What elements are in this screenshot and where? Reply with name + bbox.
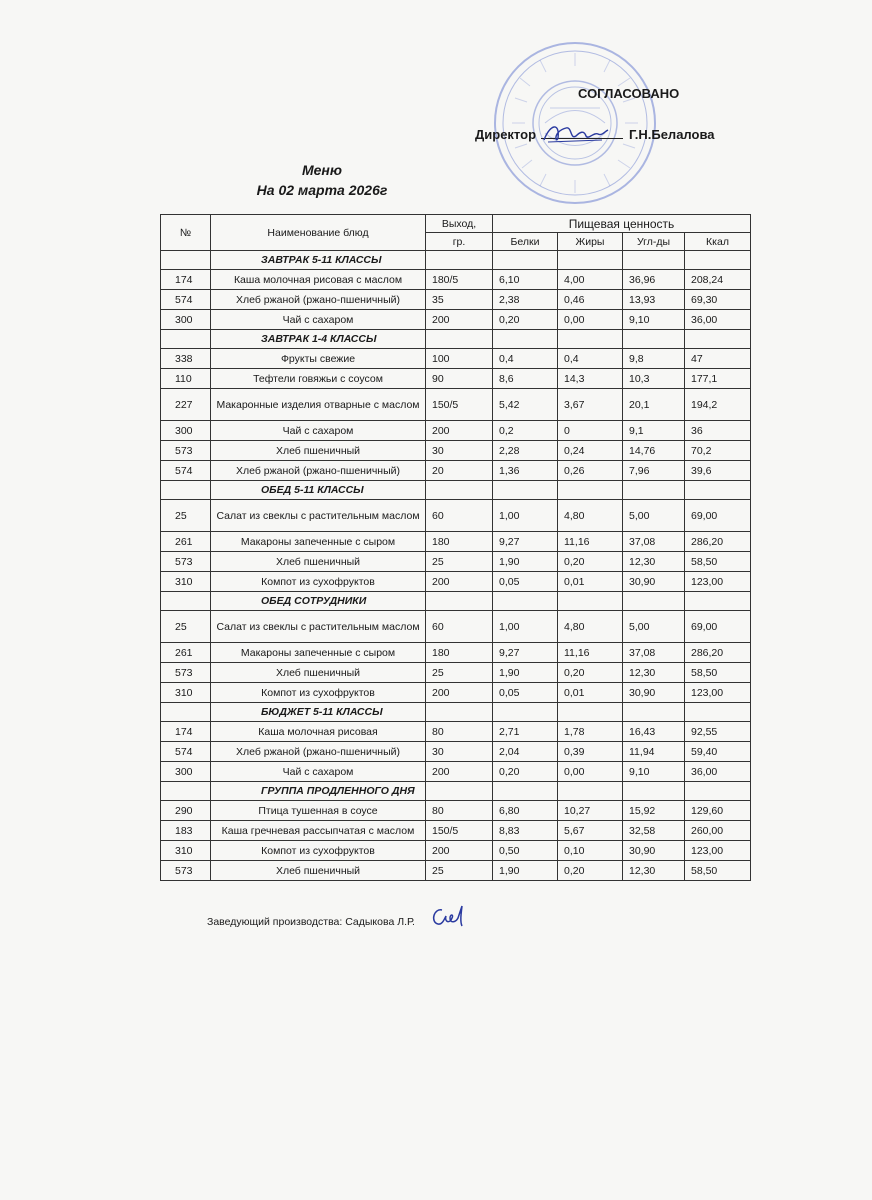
dish-kcal: 39,6 xyxy=(685,461,751,481)
dish-fat: 1,78 xyxy=(558,722,623,742)
dish-row xyxy=(161,500,751,532)
dish-kcal: 70,2 xyxy=(685,441,751,461)
header-carbs: Угл-ды xyxy=(623,233,685,251)
dish-name: Тефтели говяжьи с соусом xyxy=(211,369,426,389)
dish-kcal: 69,30 xyxy=(685,290,751,310)
dish-carbs: 36,96 xyxy=(623,270,685,290)
section-empty-cell xyxy=(558,251,623,270)
dish-fat: 4,00 xyxy=(558,270,623,290)
dish-number: 290 xyxy=(161,801,211,821)
dish-protein: 9,27 xyxy=(493,643,558,663)
header-protein: Белки xyxy=(493,233,558,251)
section-empty-cell xyxy=(558,782,623,801)
header-nutrition: Пищевая ценность xyxy=(493,215,751,233)
dish-output: 200 xyxy=(426,683,493,703)
section-empty-cell xyxy=(685,330,751,349)
dish-kcal: 129,60 xyxy=(685,801,751,821)
dish-name: Хлеб ржаной (ржано-пшеничный) xyxy=(211,742,426,762)
menu-table-header xyxy=(161,215,751,251)
footer-note: Заведующий производства: Садыкова Л.Р. xyxy=(207,916,415,928)
dish-protein: 8,6 xyxy=(493,369,558,389)
dish-fat: 0 xyxy=(558,421,623,441)
dish-carbs: 10,3 xyxy=(623,369,685,389)
dish-row xyxy=(161,663,751,683)
menu-table-body xyxy=(161,251,751,881)
section-empty-cell xyxy=(685,251,751,270)
dish-fat: 3,67 xyxy=(558,389,623,421)
section-empty-cell xyxy=(493,782,558,801)
dish-kcal: 194,2 xyxy=(685,389,751,421)
dish-name: Компот из сухофруктов xyxy=(211,683,426,703)
section-empty-cell xyxy=(493,251,558,270)
dish-number: 310 xyxy=(161,841,211,861)
approval-block xyxy=(475,86,775,146)
dish-fat: 0,20 xyxy=(558,663,623,683)
dish-kcal: 286,20 xyxy=(685,643,751,663)
dish-name: Птица тушенная в соусе xyxy=(211,801,426,821)
section-empty-cell xyxy=(426,782,493,801)
dish-name: Макаронные изделия отварные с маслом xyxy=(211,389,426,421)
dish-row xyxy=(161,643,751,663)
dish-carbs: 15,92 xyxy=(623,801,685,821)
dish-name: Чай с сахаром xyxy=(211,310,426,330)
dish-row xyxy=(161,270,751,290)
dish-kcal: 69,00 xyxy=(685,611,751,643)
dish-number: 300 xyxy=(161,762,211,782)
dish-fat: 10,27 xyxy=(558,801,623,821)
dish-kcal: 58,50 xyxy=(685,663,751,683)
dish-protein: 0,20 xyxy=(493,762,558,782)
dish-number: 300 xyxy=(161,421,211,441)
dish-number: 573 xyxy=(161,861,211,881)
section-empty-cell xyxy=(161,782,211,801)
dish-carbs: 9,10 xyxy=(623,310,685,330)
director-role: Директор xyxy=(475,127,537,142)
dish-output: 200 xyxy=(426,841,493,861)
dish-protein: 9,27 xyxy=(493,532,558,552)
dish-output: 25 xyxy=(426,861,493,881)
dish-name: Хлеб ржаной (ржано-пшеничный) xyxy=(211,290,426,310)
dish-protein: 8,83 xyxy=(493,821,558,841)
dish-row xyxy=(161,349,751,369)
section-row xyxy=(161,592,751,611)
dish-fat: 11,16 xyxy=(558,532,623,552)
dish-output: 30 xyxy=(426,441,493,461)
dish-number: 338 xyxy=(161,349,211,369)
dish-fat: 0,39 xyxy=(558,742,623,762)
dish-name: Каша гречневая рассыпчатая с маслом xyxy=(211,821,426,841)
section-title: ОБЕД СОТРУДНИКИ xyxy=(211,592,426,611)
dish-kcal: 177,1 xyxy=(685,369,751,389)
dish-protein: 1,90 xyxy=(493,663,558,683)
dish-fat: 11,16 xyxy=(558,643,623,663)
dish-name: Хлеб пшеничный xyxy=(211,441,426,461)
dish-kcal: 36,00 xyxy=(685,310,751,330)
dish-row xyxy=(161,742,751,762)
dish-carbs: 30,90 xyxy=(623,841,685,861)
section-empty-cell xyxy=(558,703,623,722)
dish-output: 60 xyxy=(426,611,493,643)
dish-fat: 0,20 xyxy=(558,552,623,572)
section-empty-cell xyxy=(685,782,751,801)
dish-protein: 2,04 xyxy=(493,742,558,762)
dish-fat: 0,01 xyxy=(558,683,623,703)
dish-number: 110 xyxy=(161,369,211,389)
dish-carbs: 30,90 xyxy=(623,572,685,592)
dish-protein: 6,10 xyxy=(493,270,558,290)
section-title: ОБЕД 5-11 КЛАССЫ xyxy=(211,481,426,500)
dish-number: 261 xyxy=(161,532,211,552)
dish-name: Чай с сахаром xyxy=(211,762,426,782)
dish-number: 310 xyxy=(161,572,211,592)
header-kcal: Ккал xyxy=(685,233,751,251)
dish-name: Компот из сухофруктов xyxy=(211,572,426,592)
section-empty-cell xyxy=(685,481,751,500)
dish-protein: 2,71 xyxy=(493,722,558,742)
dish-kcal: 123,00 xyxy=(685,841,751,861)
dish-fat: 0,01 xyxy=(558,572,623,592)
dish-fat: 0,00 xyxy=(558,310,623,330)
dish-number: 174 xyxy=(161,722,211,742)
dish-protein: 1,00 xyxy=(493,500,558,532)
dish-carbs: 12,30 xyxy=(623,861,685,881)
section-empty-cell xyxy=(623,592,685,611)
dish-fat: 0,46 xyxy=(558,290,623,310)
dish-protein: 1,90 xyxy=(493,552,558,572)
dish-kcal: 47 xyxy=(685,349,751,369)
dish-row xyxy=(161,441,751,461)
dish-kcal: 260,00 xyxy=(685,821,751,841)
director-signature xyxy=(540,118,610,148)
section-empty-cell xyxy=(558,330,623,349)
dish-kcal: 58,50 xyxy=(685,552,751,572)
dish-protein: 6,80 xyxy=(493,801,558,821)
dish-row xyxy=(161,461,751,481)
dish-name: Каша молочная рисовая с маслом xyxy=(211,270,426,290)
dish-row xyxy=(161,369,751,389)
dish-kcal: 36 xyxy=(685,421,751,441)
dish-row xyxy=(161,841,751,861)
section-empty-cell xyxy=(493,481,558,500)
dish-row xyxy=(161,722,751,742)
dish-kcal: 92,55 xyxy=(685,722,751,742)
section-empty-cell xyxy=(493,330,558,349)
dish-kcal: 36,00 xyxy=(685,762,751,782)
section-title: ЗАВТРАК 1-4 КЛАССЫ xyxy=(211,330,426,349)
dish-row xyxy=(161,310,751,330)
dish-row xyxy=(161,421,751,441)
dish-kcal: 69,00 xyxy=(685,500,751,532)
dish-carbs: 9,1 xyxy=(623,421,685,441)
dish-number: 310 xyxy=(161,683,211,703)
dish-number: 574 xyxy=(161,461,211,481)
dish-protein: 0,05 xyxy=(493,683,558,703)
section-empty-cell xyxy=(558,592,623,611)
dish-protein: 0,20 xyxy=(493,310,558,330)
dish-carbs: 30,90 xyxy=(623,683,685,703)
section-title: БЮДЖЕТ 5-11 КЛАССЫ xyxy=(211,703,426,722)
dish-number: 174 xyxy=(161,270,211,290)
menu-table xyxy=(160,214,751,881)
dish-name: Хлеб пшеничный xyxy=(211,552,426,572)
dish-row xyxy=(161,389,751,421)
dish-protein: 1,00 xyxy=(493,611,558,643)
header-dish-name: Наименование блюд xyxy=(211,215,426,251)
dish-output: 200 xyxy=(426,572,493,592)
dish-number: 573 xyxy=(161,663,211,683)
dish-protein: 1,36 xyxy=(493,461,558,481)
section-empty-cell xyxy=(623,251,685,270)
dish-name: Салат из свеклы с растительным маслом xyxy=(211,500,426,532)
dish-kcal: 286,20 xyxy=(685,532,751,552)
dish-kcal: 208,24 xyxy=(685,270,751,290)
section-empty-cell xyxy=(685,703,751,722)
dish-carbs: 5,00 xyxy=(623,500,685,532)
manager-signature xyxy=(428,902,472,932)
dish-output: 200 xyxy=(426,762,493,782)
dish-output: 150/5 xyxy=(426,389,493,421)
dish-kcal: 59,40 xyxy=(685,742,751,762)
dish-output: 100 xyxy=(426,349,493,369)
section-empty-cell xyxy=(493,703,558,722)
section-empty-cell xyxy=(623,481,685,500)
dish-fat: 5,67 xyxy=(558,821,623,841)
menu-heading xyxy=(232,160,412,200)
dish-fat: 14,3 xyxy=(558,369,623,389)
section-row xyxy=(161,481,751,500)
dish-carbs: 7,96 xyxy=(623,461,685,481)
dish-output: 60 xyxy=(426,500,493,532)
dish-fat: 0,24 xyxy=(558,441,623,461)
dish-fat: 4,80 xyxy=(558,500,623,532)
dish-carbs: 16,43 xyxy=(623,722,685,742)
dish-fat: 4,80 xyxy=(558,611,623,643)
section-row xyxy=(161,251,751,270)
section-title: ЗАВТРАК 5-11 КЛАССЫ xyxy=(211,251,426,270)
menu-date: На 02 марта 2026г xyxy=(256,182,388,198)
dish-carbs: 9,10 xyxy=(623,762,685,782)
dish-carbs: 11,94 xyxy=(623,742,685,762)
dish-number: 25 xyxy=(161,611,211,643)
section-empty-cell xyxy=(426,251,493,270)
dish-row xyxy=(161,762,751,782)
dish-fat: 0,20 xyxy=(558,861,623,881)
section-empty-cell xyxy=(623,330,685,349)
dish-name: Фрукты свежие xyxy=(211,349,426,369)
dish-number: 227 xyxy=(161,389,211,421)
dish-output: 80 xyxy=(426,722,493,742)
dish-number: 573 xyxy=(161,552,211,572)
dish-protein: 0,4 xyxy=(493,349,558,369)
dish-number: 261 xyxy=(161,643,211,663)
dish-row xyxy=(161,861,751,881)
section-empty-cell xyxy=(558,481,623,500)
dish-carbs: 20,1 xyxy=(623,389,685,421)
dish-carbs: 37,08 xyxy=(623,532,685,552)
dish-number: 25 xyxy=(161,500,211,532)
dish-protein: 0,50 xyxy=(493,841,558,861)
dish-kcal: 123,00 xyxy=(685,683,751,703)
dish-protein: 1,90 xyxy=(493,861,558,881)
dish-output: 180 xyxy=(426,643,493,663)
dish-name: Хлеб ржаной (ржано-пшеничный) xyxy=(211,461,426,481)
dish-protein: 2,38 xyxy=(493,290,558,310)
dish-number: 574 xyxy=(161,742,211,762)
dish-output: 180/5 xyxy=(426,270,493,290)
dish-carbs: 37,08 xyxy=(623,643,685,663)
dish-name: Макароны запеченные с сыром xyxy=(211,532,426,552)
dish-output: 80 xyxy=(426,801,493,821)
dish-carbs: 13,93 xyxy=(623,290,685,310)
director-name: Г.Н.Белалова xyxy=(629,127,715,142)
section-empty-cell xyxy=(161,592,211,611)
section-title: ГРУППА ПРОДЛЕННОГО ДНЯ xyxy=(211,782,426,801)
header-number: № xyxy=(161,215,211,251)
dish-row xyxy=(161,683,751,703)
dish-row xyxy=(161,290,751,310)
dish-name: Каша молочная рисовая xyxy=(211,722,426,742)
dish-name: Компот из сухофруктов xyxy=(211,841,426,861)
dish-output: 30 xyxy=(426,742,493,762)
section-empty-cell xyxy=(493,592,558,611)
menu-title: Меню xyxy=(301,162,342,178)
dish-number: 573 xyxy=(161,441,211,461)
dish-fat: 0,4 xyxy=(558,349,623,369)
dish-row xyxy=(161,611,751,643)
section-empty-cell xyxy=(685,592,751,611)
dish-row xyxy=(161,572,751,592)
dish-number: 300 xyxy=(161,310,211,330)
section-row xyxy=(161,703,751,722)
dish-name: Хлеб пшеничный xyxy=(211,663,426,683)
dish-kcal: 58,50 xyxy=(685,861,751,881)
section-empty-cell xyxy=(426,592,493,611)
dish-protein: 2,28 xyxy=(493,441,558,461)
dish-output: 180 xyxy=(426,532,493,552)
dish-row xyxy=(161,532,751,552)
dish-carbs: 14,76 xyxy=(623,441,685,461)
dish-carbs: 12,30 xyxy=(623,552,685,572)
dish-kcal: 123,00 xyxy=(685,572,751,592)
approval-title: СОГЛАСОВАНО xyxy=(578,86,680,101)
dish-protein: 0,2 xyxy=(493,421,558,441)
dish-row xyxy=(161,821,751,841)
dish-carbs: 9,8 xyxy=(623,349,685,369)
header-output-unit: гр. xyxy=(426,233,493,251)
dish-name: Салат из свеклы с растительным маслом xyxy=(211,611,426,643)
dish-output: 25 xyxy=(426,663,493,683)
header-output: Выход, xyxy=(426,215,493,233)
section-row xyxy=(161,330,751,349)
section-empty-cell xyxy=(426,330,493,349)
section-empty-cell xyxy=(161,703,211,722)
section-empty-cell xyxy=(623,703,685,722)
dish-name: Чай с сахаром xyxy=(211,421,426,441)
dish-row xyxy=(161,552,751,572)
section-empty-cell xyxy=(426,703,493,722)
dish-name: Хлеб пшеничный xyxy=(211,861,426,881)
section-empty-cell xyxy=(161,330,211,349)
dish-name: Макароны запеченные с сыром xyxy=(211,643,426,663)
dish-output: 200 xyxy=(426,421,493,441)
dish-protein: 0,05 xyxy=(493,572,558,592)
dish-protein: 5,42 xyxy=(493,389,558,421)
header-fat: Жиры xyxy=(558,233,623,251)
dish-fat: 0,00 xyxy=(558,762,623,782)
dish-output: 35 xyxy=(426,290,493,310)
dish-carbs: 12,30 xyxy=(623,663,685,683)
section-row xyxy=(161,782,751,801)
dish-output: 90 xyxy=(426,369,493,389)
section-empty-cell xyxy=(161,251,211,270)
dish-output: 20 xyxy=(426,461,493,481)
dish-carbs: 5,00 xyxy=(623,611,685,643)
dish-output: 25 xyxy=(426,552,493,572)
section-empty-cell xyxy=(426,481,493,500)
dish-number: 574 xyxy=(161,290,211,310)
dish-number: 183 xyxy=(161,821,211,841)
dish-carbs: 32,58 xyxy=(623,821,685,841)
dish-output: 150/5 xyxy=(426,821,493,841)
dish-row xyxy=(161,801,751,821)
section-empty-cell xyxy=(161,481,211,500)
dish-fat: 0,26 xyxy=(558,461,623,481)
section-empty-cell xyxy=(623,782,685,801)
dish-output: 200 xyxy=(426,310,493,330)
dish-fat: 0,10 xyxy=(558,841,623,861)
